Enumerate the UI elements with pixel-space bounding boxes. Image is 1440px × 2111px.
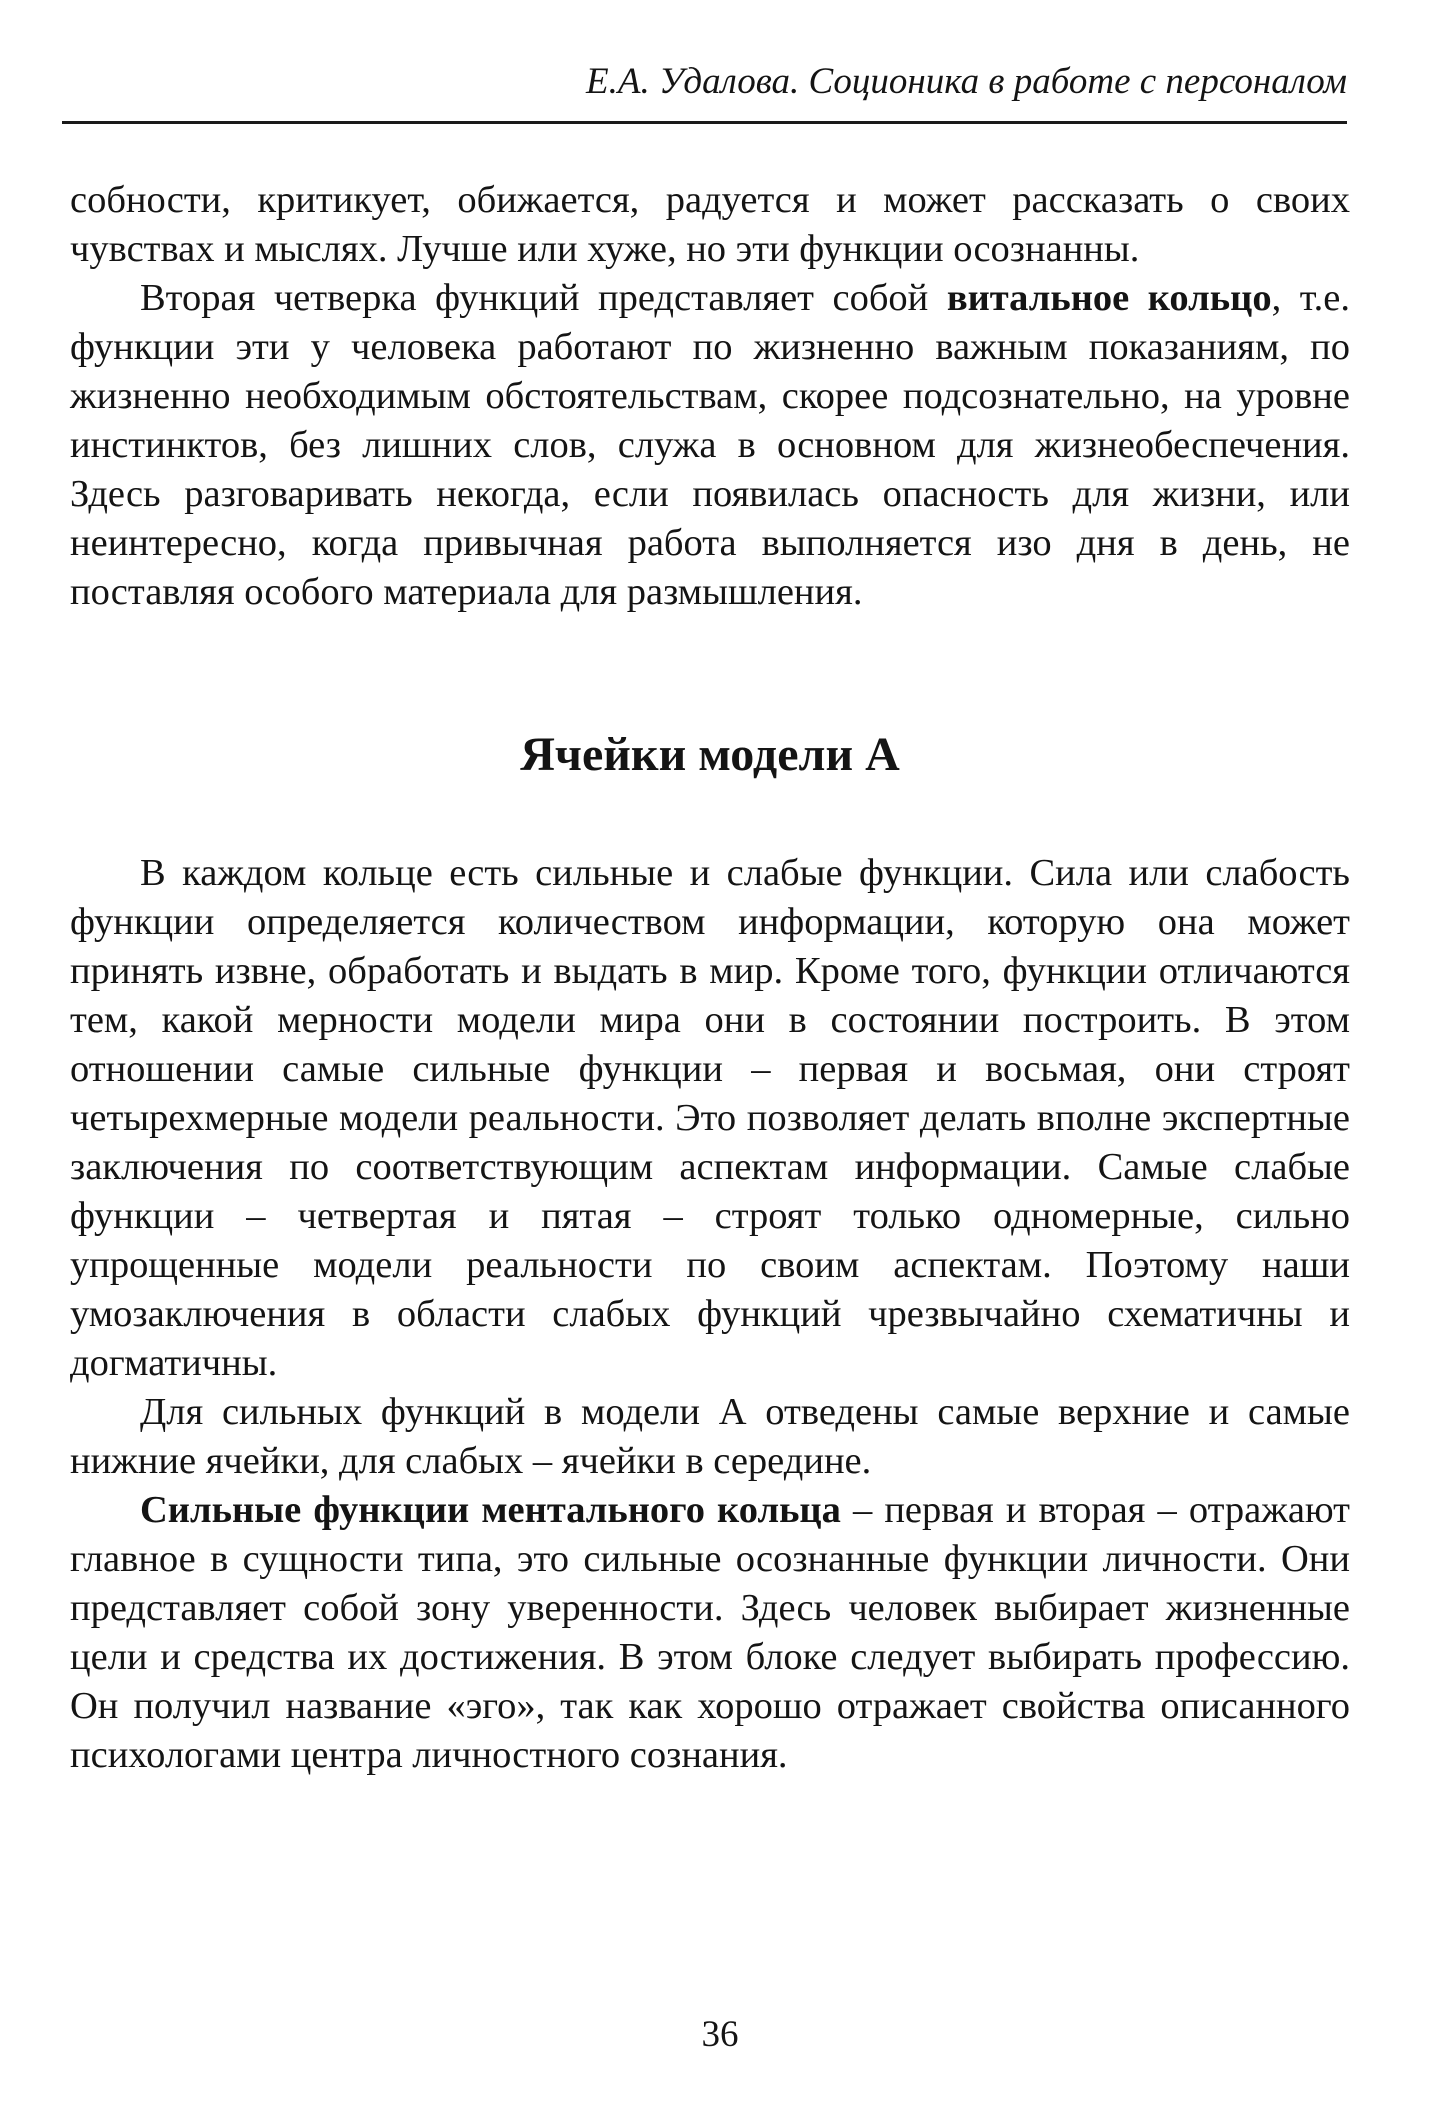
paragraph-strength: В каждом кольце есть сильные и слабые функции. Сила или слабость функции определяется количеством информации, которую она может принять извне, обработать и выдать в мир. Кроме того, функции отличаются тем, какой мерности модели мира они в состоянии построить. В этом отношении самые сильные функции – первая и восьмая, они строят четырехмерные модели реальности. Это позволяет делать вполне экспертные заключения по соответствующим аспектам информации. Самые слабые функции – четвертая и пятая – строят только одномерные, сильно упрощенные модели реальности по своим аспектам. Поэтому наши умозаключения в области слабых функций чрезвычайно схематичны и догматичны. xyxy=(70,852,1350,1384)
page-number: 36 xyxy=(701,2014,739,2055)
paragraph-cells: Для сильных функций в модели А отведены самые верхние и самые нижние ячейки, для слабых – ячейки в середине. xyxy=(70,1391,1350,1482)
term-strong-mental-functions: Сильные функции ментального кольца xyxy=(140,1489,841,1531)
paragraph-text: – первая и вторая – отражают главное в сущности типа, это сильные осознанные функции личности. Они представляет собой зону уверенности. Здесь человек выбирает жизненные цели и средства их достижения. В этом блоке следует выбирать профессию. Он получил название «эго», так как хорошо отражает свойства описанного психологами центра личностного сознания. xyxy=(70,1489,1350,1776)
running-head: Е.А. Удалова. Соционика в работе с персоналом xyxy=(586,61,1347,102)
header-rule xyxy=(62,121,1347,124)
term-vital-ring: витальное кольцо xyxy=(946,277,1272,319)
paragraph-text: , т.е. функции эти у человека работают по жизненно важным показаниям, по жизненно необходимым обстоятельствам, скорее подсознательно, на уровне инстинктов, без лишних слов, служа в основном для жизнеобеспечения. Здесь разговаривать некогда, если появилась опасность для жизни, или неинтересно, когда привычная работа выполняется изо дня в день, не поставляя особого материала для размышления. xyxy=(70,277,1350,613)
paragraph-vital-ring xyxy=(70,274,1350,617)
paragraph-text: Вторая четверка функций представляет собой xyxy=(140,277,947,319)
body-text xyxy=(70,176,1350,1780)
paragraph-continuation: собности, критикует, обижается, радуется и может рассказать о своих чувствах и мыслях. Лучше или хуже, но эти функции осознанны. xyxy=(70,179,1350,270)
section-heading: Ячейки модели А xyxy=(520,728,900,781)
paragraph-mental-ring xyxy=(70,1486,1350,1780)
